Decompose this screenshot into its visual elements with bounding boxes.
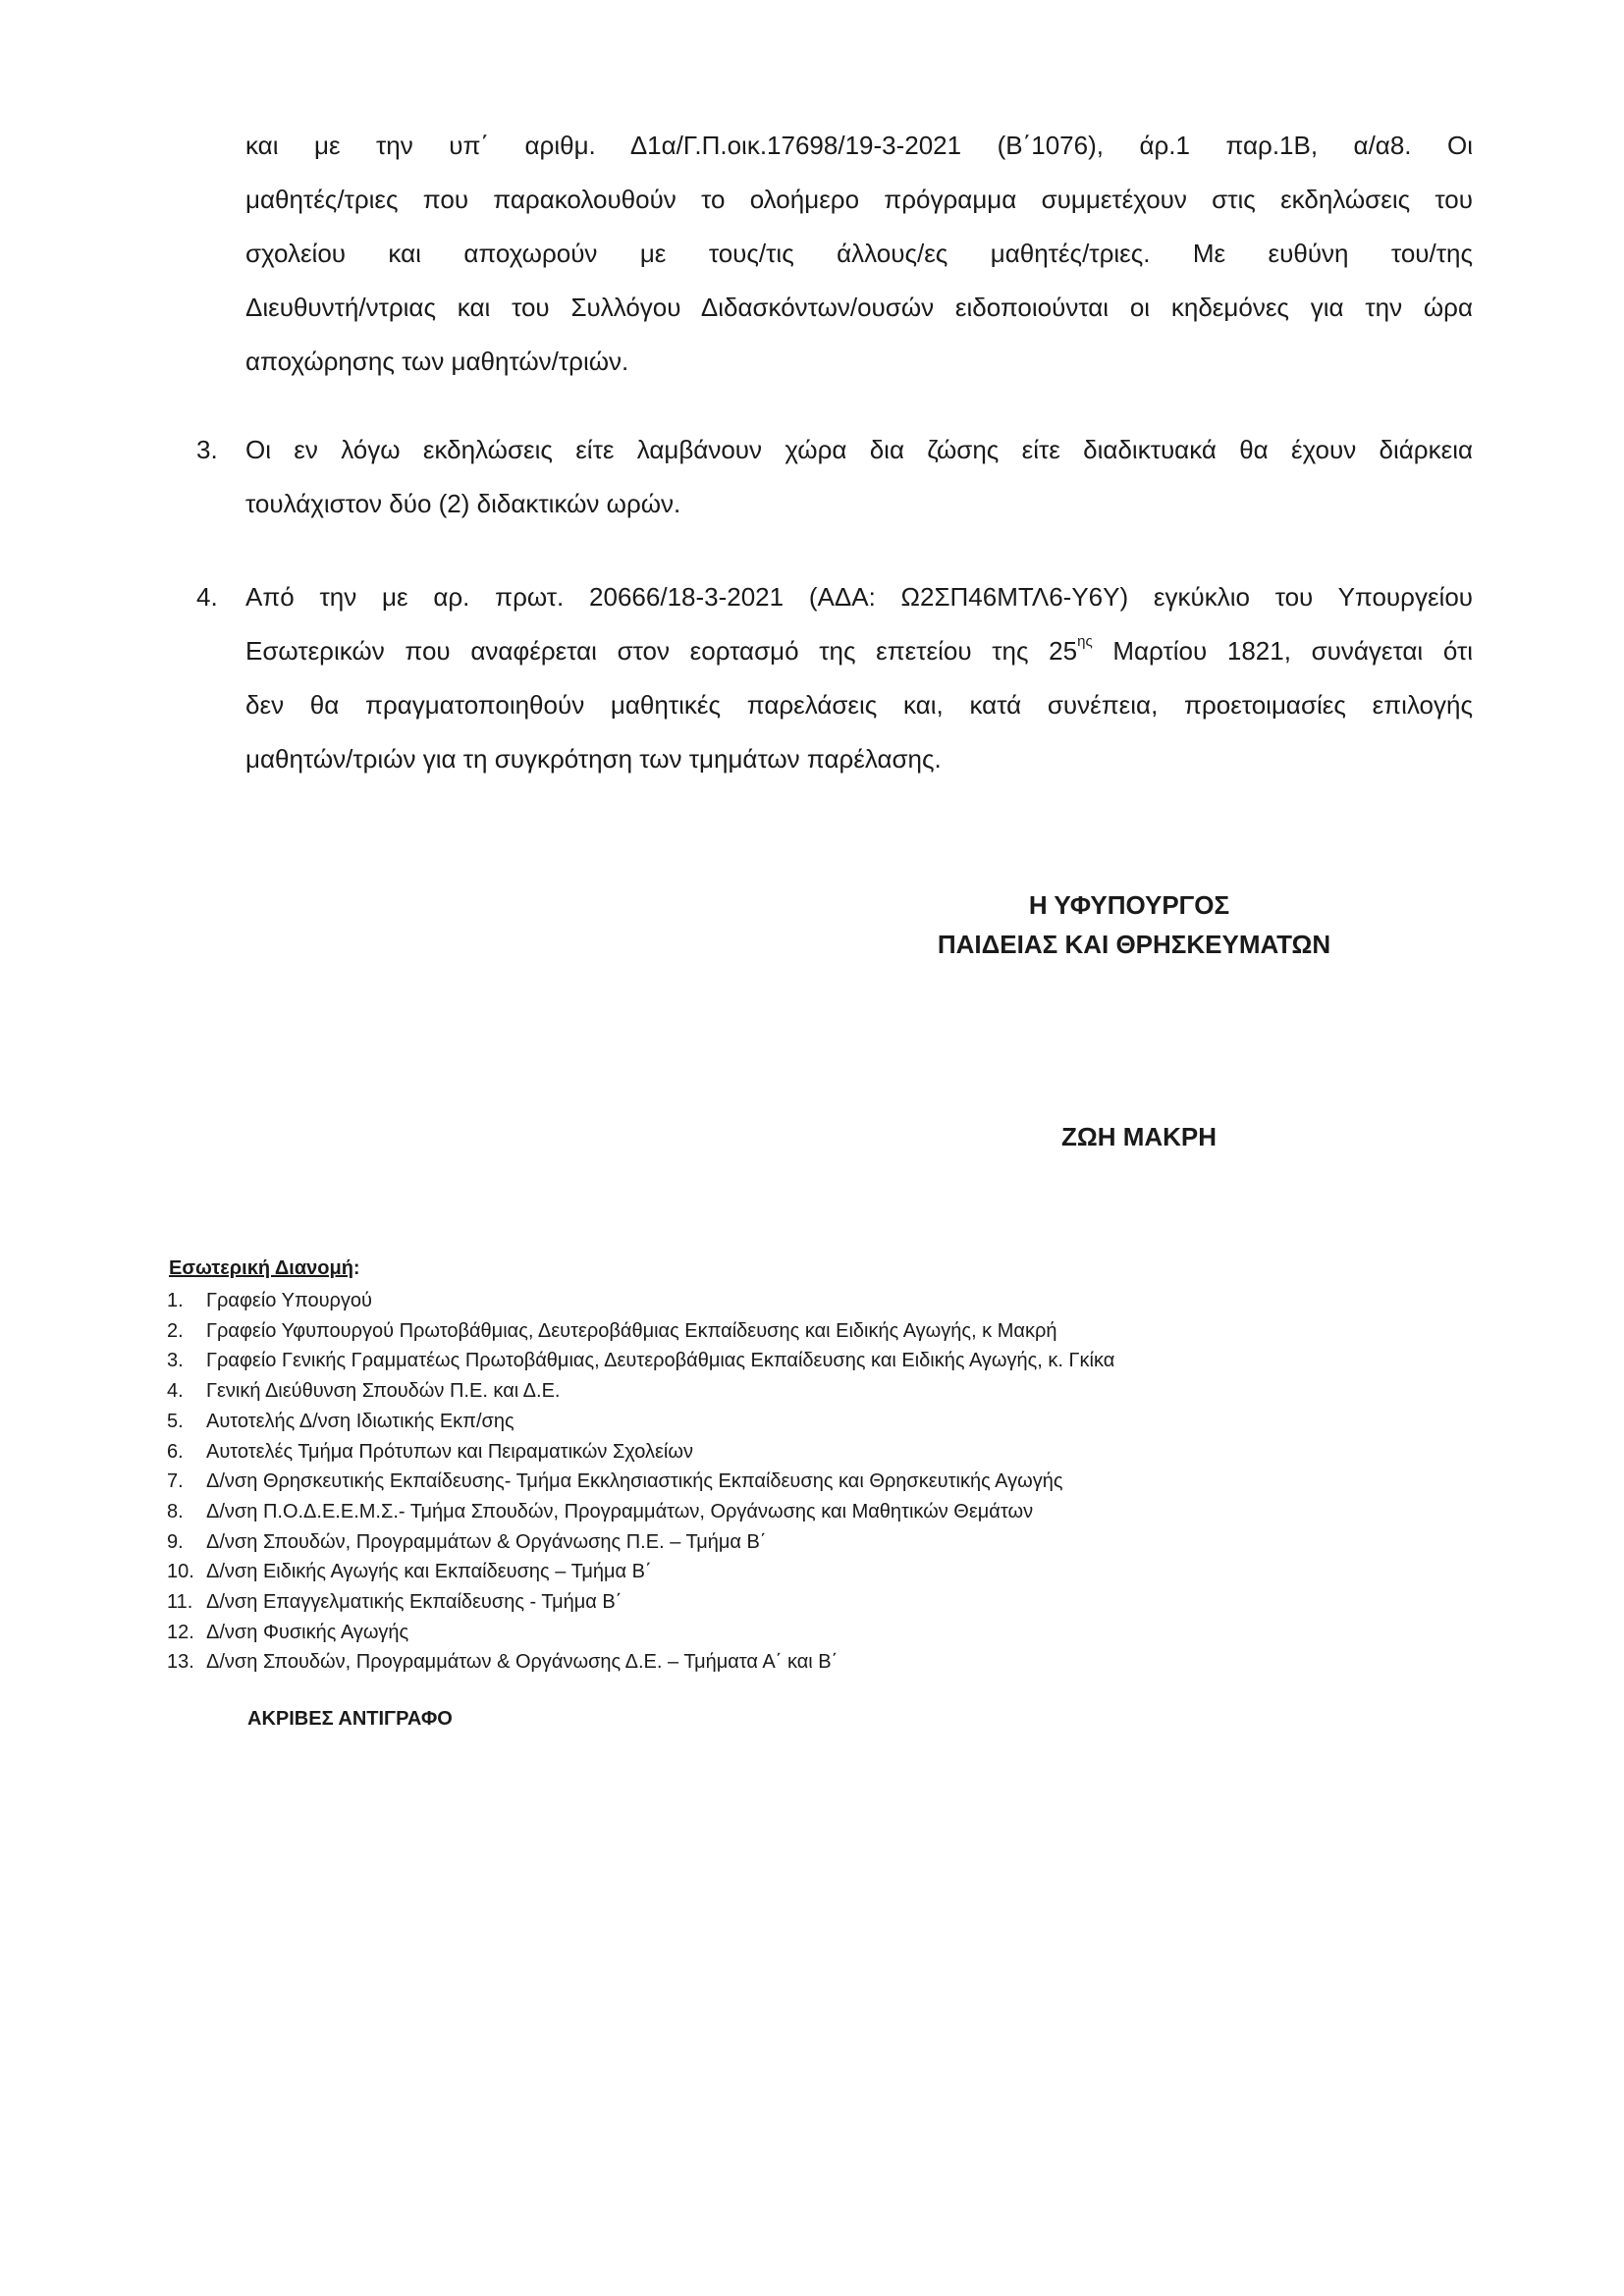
list-item-number: 5. [167,1410,184,1432]
list-item-number: 8. [167,1500,184,1522]
true-copy-mark: ΑΚΡΙΒΕΣ ΑΝΤΙΓΡΑΦΟ [247,1708,453,1730]
item-number: 4. [196,582,218,612]
list-item [167,1407,1114,1437]
list-item-text: Δ/νση Σπουδών, Προγραμμάτων & Οργάνωσης Π.Ε. – Τμήμα Β΄ [206,1530,767,1553]
list-item-text: Δ/νση Π.Ο.Δ.Ε.Ε.Μ.Σ.- Τμήμα Σπουδών, Προγραμμάτων, Οργάνωσης και Μαθητικών Θεμάτων [206,1500,1034,1522]
item-text [245,570,1473,786]
list-item [167,1376,1114,1407]
list-item-number: 4. [167,1380,184,1403]
item-line: τουλάχιστον δύο (2) διδακτικών ωρών. [245,489,681,518]
list-item-number: 7. [167,1470,184,1493]
list-item [167,1587,1114,1618]
list-item [167,1497,1114,1527]
paragraph-line: σχολείου και αποχωρούν με τους/τις άλλους/ες μαθητές/τριες. Με ευθύνη του/της [245,239,1473,268]
paragraph-continuation [245,119,1473,389]
list-item-text: Γραφείο Γενικής Γραμματέως Πρωτοβάθμιας, Δευτεροβάθμιας Εκπαίδευσης και Ειδικής Αγωγής, κ. Γκίκα [206,1350,1115,1372]
list-item-text: Δ/νση Θρησκευτικής Εκπαίδευσης- Τμήμα Εκκλησιαστικής Εκπαίδευσης και Θρησκευτικής Αγωγής [206,1470,1063,1493]
list-item-text: Αυτοτελές Τμήμα Πρότυπων και Πειραματικών Σχολείων [206,1440,693,1463]
distribution-heading-text: Εσωτερική Διανομή [169,1257,353,1279]
item-text [245,423,1473,531]
paragraph-line: αποχώρησης των μαθητών/τριών. [245,347,629,376]
paragraph-line: Διευθυντή/ντριας και του Συλλόγου Διδασκόντων/ουσών ειδοποιούνται οι κηδεμόνες για την ώρα [245,293,1473,322]
paragraph-line: και με την υπ΄ αριθμ. Δ1α/Γ.Π.οικ.17698/19-3-2021 (Β΄1076), άρ.1 παρ.1Β, α/α8. Οι [245,131,1473,160]
list-item-number: 2. [167,1319,184,1342]
list-item-text: Γενική Διεύθυνση Σπουδών Π.Ε. και Δ.Ε. [206,1380,561,1403]
item-line: Από την με αρ. πρωτ. 20666/18-3-2021 (ΑΔΑ: Ω2ΣΠ46ΜΤΛ6-Υ6Υ) εγκύκλιο του Υπουργείου [245,582,1473,612]
list-item [167,1527,1114,1558]
item-line-head: Εσωτερικών που αναφέρεται στον εορτασμό της επετείου της 25 [245,636,1078,666]
item-line: Οι εν λόγω εκδηλώσεις είτε λαμβάνουν χώρα δια ζώσης είτε διαδικτυακά θα έχουν διάρκεια [245,435,1473,464]
list-item [167,1467,1114,1497]
list-item [167,1346,1114,1376]
list-item-text: Αυτοτελής Δ/νση Ιδιωτικής Εκπ/σης [206,1410,514,1432]
list-item [167,1286,1114,1316]
list-item-number: 12. [167,1621,194,1643]
signature-title-line2: ΠΑΙΔΕΙΑΣ ΚΑΙ ΘΡΗΣΚΕΥΜΑΤΩΝ [937,930,1331,959]
distribution-heading [169,1257,360,1280]
list-item-number: 3. [167,1350,184,1372]
list-item-text: Δ/νση Σπουδών, Προγραμμάτων & Οργάνωσης Δ.Ε. – Τμήματα Α΄ και Β΄ [206,1651,839,1674]
list-item [167,1618,1114,1648]
ordinal-superscript: ης [1077,633,1093,650]
item-line-with-ordinal [245,624,1473,678]
signatory-name: ΖΩΗ ΜΑΚΡΗ [1060,1122,1218,1151]
list-item-number: 9. [167,1530,184,1553]
list-item [167,1557,1114,1587]
list-item-number: 10. [167,1561,194,1583]
list-item-number: 11. [167,1591,193,1614]
list-item-text: Δ/νση Ειδικής Αγωγής και Εκπαίδευσης – Τμήμα Β΄ [206,1561,652,1583]
item-line: μαθητών/τριών για τη συγκρότηση των τμημάτων παρέλασης. [245,744,942,774]
list-item-text: Δ/νση Επαγγελματικής Εκπαίδευσης - Τμήμα Β΄ [206,1591,623,1614]
list-item [167,1316,1114,1347]
list-item-number: 13. [167,1651,194,1674]
list-item-text: Δ/νση Φυσικής Αγωγής [206,1621,409,1643]
list-item [167,1647,1114,1678]
signature-title-line1: Η ΥΦΥΠΟΥΡΓΟΣ [1028,890,1230,920]
paragraph-line: μαθητές/τριες που παρακολουθούν το ολοήμερο πρόγραμμα συμμετέχουν στις εκδηλώσεις του [245,185,1473,214]
list-item-text: Γραφείο Υφυπουργού Πρωτοβάθμιας, Δευτεροβάθμιας Εκπαίδευσης και Ειδικής Αγωγής, κ Μακρή [206,1319,1057,1342]
distribution-list [167,1286,1114,1678]
item-line-tail: Μαρτίου 1821, συνάγεται ότι [1092,636,1473,666]
list-item-text: Γραφείο Υπουργού [206,1290,372,1311]
item-line: δεν θα πραγματοποιηθούν μαθητικές παρελάσεις και, κατά συνέπεια, προετοιμασίες επιλογής [245,690,1473,720]
item-number: 3. [196,435,218,464]
list-item [167,1437,1114,1468]
list-item-number: 6. [167,1440,184,1463]
list-item-number: 1. [167,1290,184,1311]
distribution-heading-colon: : [352,1257,360,1279]
